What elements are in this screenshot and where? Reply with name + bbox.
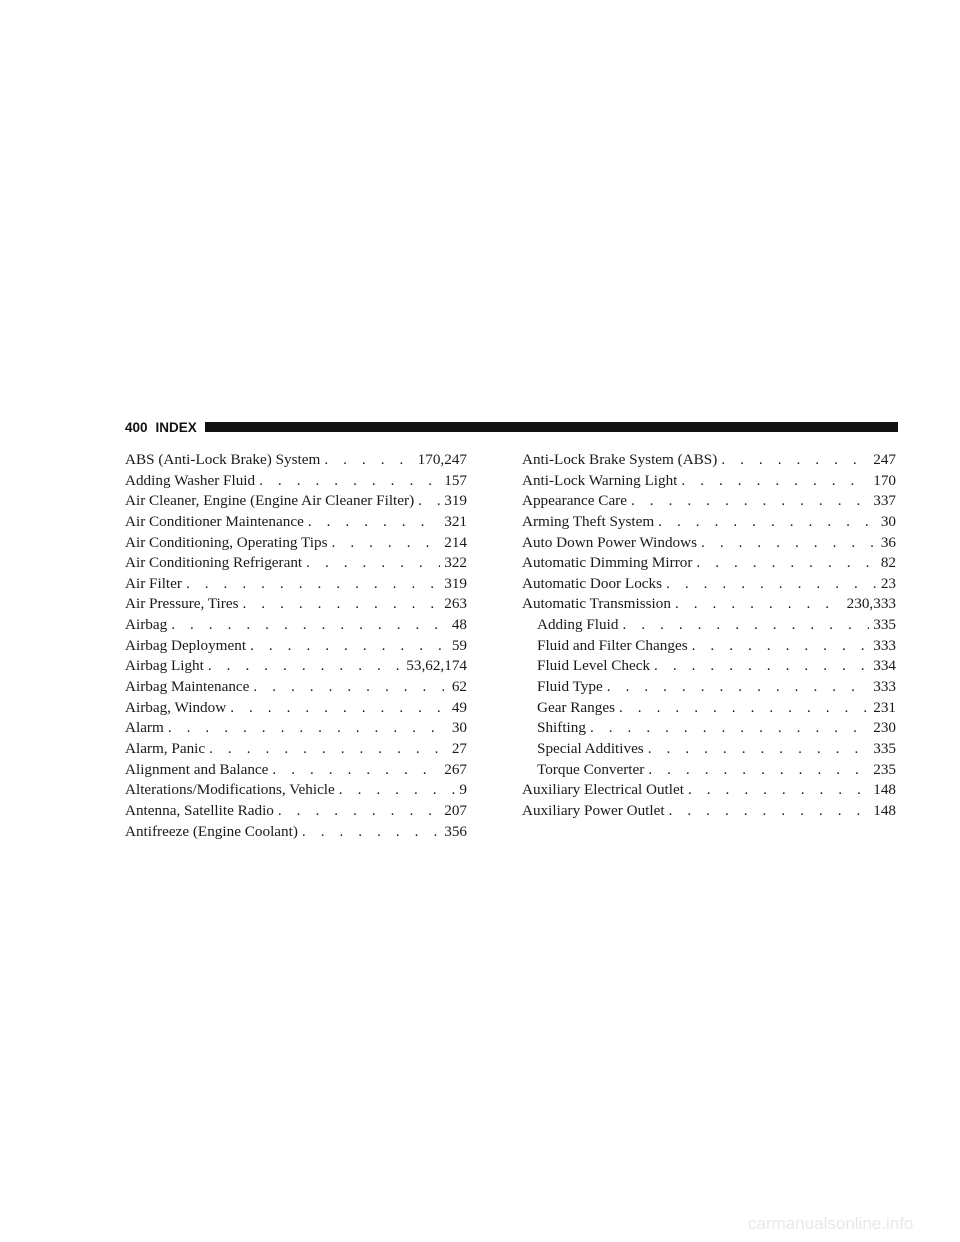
index-page-ref: 333 xyxy=(873,678,896,696)
index-term: Air Filter xyxy=(125,574,182,592)
watermark: carmanualsonline.info xyxy=(748,1214,914,1233)
dot-leader xyxy=(243,594,441,615)
index-term: Airbag Maintenance xyxy=(125,678,250,696)
index-column-left xyxy=(125,450,467,842)
index-entry xyxy=(125,656,467,677)
index-entry xyxy=(125,594,467,615)
index-entry xyxy=(125,718,467,739)
index-entry xyxy=(125,512,467,533)
index-entry xyxy=(522,553,896,574)
index-page-ref: 230 xyxy=(873,719,896,737)
index-entry xyxy=(522,512,896,533)
index-term: Anti-Lock Warning Light xyxy=(522,471,678,489)
dot-leader xyxy=(692,636,870,657)
dot-leader xyxy=(306,553,440,574)
index-term: Air Conditioning Refrigerant xyxy=(125,554,303,572)
index-entry xyxy=(125,636,467,657)
index-subentry xyxy=(522,656,896,677)
index-page-ref: 356 xyxy=(444,822,467,840)
index-term: Air Conditioning, Operating Tips xyxy=(125,533,328,551)
index-term: Airbag, Window xyxy=(125,698,227,716)
dot-leader xyxy=(209,739,448,760)
index-page-ref: 230,333 xyxy=(846,595,896,613)
dot-leader xyxy=(302,822,440,843)
index-term: Shifting xyxy=(537,719,586,737)
index-entry xyxy=(522,594,896,615)
index-entry xyxy=(522,574,896,595)
index-page-ref: 321 xyxy=(444,512,467,530)
index-page-ref: 214 xyxy=(444,533,467,551)
index-subentry xyxy=(522,760,896,781)
index-page-ref: 335 xyxy=(873,616,896,634)
index-term: Airbag xyxy=(125,616,168,634)
dot-leader xyxy=(168,718,448,739)
dot-leader xyxy=(669,801,870,822)
index-page-ref: 27 xyxy=(451,739,467,757)
dot-leader xyxy=(339,780,456,801)
dot-leader xyxy=(701,533,877,554)
index-entry xyxy=(125,615,467,636)
dot-leader xyxy=(278,801,440,822)
index-page-ref: 30 xyxy=(451,719,467,737)
index-subentry xyxy=(522,698,896,719)
index-entry xyxy=(125,780,467,801)
index-page-ref: 148 xyxy=(873,801,896,819)
index-term: Adding Washer Fluid xyxy=(125,471,256,489)
index-term: Adding Fluid xyxy=(537,616,619,634)
index-term: Arming Theft System xyxy=(522,512,655,530)
page-number: 400 xyxy=(125,419,148,435)
index-term: Gear Ranges xyxy=(537,698,616,716)
index-term: Fluid Type xyxy=(537,678,603,696)
dot-leader xyxy=(648,760,869,781)
index-entry xyxy=(125,801,467,822)
index-entry xyxy=(125,698,467,719)
dot-leader xyxy=(658,512,877,533)
index-term: Anti-Lock Brake System (ABS) xyxy=(522,451,718,468)
index-page-ref: 49 xyxy=(451,698,467,716)
index-page-ref: 9 xyxy=(459,781,467,799)
index-page-ref: 247 xyxy=(873,451,896,468)
index-subentry xyxy=(522,636,896,657)
index-page-ref: 59 xyxy=(451,636,467,654)
index-term: Torque Converter xyxy=(537,760,645,778)
index-term: Automatic Dimming Mirror xyxy=(522,554,693,572)
index-entry xyxy=(125,471,467,492)
index-page-ref: 333 xyxy=(873,636,896,654)
dot-leader xyxy=(648,739,869,760)
index-page-ref: 82 xyxy=(880,554,896,572)
index-entry xyxy=(125,677,467,698)
dot-leader xyxy=(631,491,869,512)
index-entry xyxy=(125,574,467,595)
index-entry xyxy=(125,450,467,471)
index-page-ref: 157 xyxy=(444,471,467,489)
dot-leader xyxy=(324,450,413,471)
index-subentry xyxy=(522,615,896,636)
dot-leader xyxy=(250,636,448,657)
index-entry xyxy=(522,801,896,822)
dot-leader xyxy=(607,677,869,698)
index-entry xyxy=(125,533,467,554)
index-page-ref: 235 xyxy=(873,760,896,778)
dot-leader xyxy=(230,698,448,719)
index-term: Automatic Transmission xyxy=(522,595,671,613)
dot-leader xyxy=(308,512,440,533)
index-term: Auxiliary Power Outlet xyxy=(522,801,665,819)
index-entry xyxy=(522,450,896,471)
index-page-ref: 36 xyxy=(880,533,896,551)
index-page-ref: 170,247 xyxy=(417,451,467,468)
index-entry xyxy=(522,491,896,512)
index-term: Antifreeze (Engine Coolant) xyxy=(125,822,298,840)
index-term: Automatic Door Locks xyxy=(522,574,663,592)
index-page-ref: 231 xyxy=(873,698,896,716)
dot-leader xyxy=(272,760,440,781)
index-page-ref: 334 xyxy=(873,657,896,675)
index-term: Alarm xyxy=(125,719,164,737)
index-term: Auto Down Power Windows xyxy=(522,533,698,551)
index-entry xyxy=(125,822,467,843)
index-page-ref: 322 xyxy=(444,554,467,572)
index-page-ref: 319 xyxy=(444,574,467,592)
dot-leader xyxy=(696,553,876,574)
dot-leader xyxy=(675,594,843,615)
dot-leader xyxy=(418,491,440,512)
index-term: ABS (Anti-Lock Brake) System xyxy=(125,451,321,468)
index-page-ref: 170 xyxy=(873,471,896,489)
index-page-ref: 53,62,174 xyxy=(406,657,467,675)
section-title: INDEX xyxy=(155,419,197,435)
index-page-ref: 30 xyxy=(880,512,896,530)
dot-leader xyxy=(259,471,440,492)
dot-leader xyxy=(688,780,869,801)
index-term: Fluid and Filter Changes xyxy=(537,636,688,654)
dot-leader xyxy=(654,656,869,677)
dot-leader xyxy=(590,718,869,739)
index-term: Alignment and Balance xyxy=(125,760,269,778)
index-entry xyxy=(125,760,467,781)
index-entry xyxy=(125,553,467,574)
index-entry xyxy=(125,739,467,760)
index-page-ref: 319 xyxy=(444,492,467,510)
index-term: Special Additives xyxy=(537,739,644,757)
index-term: Alterations/Modifications, Vehicle xyxy=(125,781,335,799)
index-subentry xyxy=(522,677,896,698)
dot-leader xyxy=(332,533,441,554)
page-header xyxy=(125,416,898,438)
dot-leader xyxy=(681,471,869,492)
index-term: Air Pressure, Tires xyxy=(125,595,239,613)
dot-leader xyxy=(721,450,869,471)
index-entry xyxy=(522,533,896,554)
header-rule xyxy=(205,422,898,432)
dot-leader xyxy=(622,615,869,636)
index-page-ref: 23 xyxy=(880,574,896,592)
index-term: Antenna, Satellite Radio xyxy=(125,801,274,819)
index-page-ref: 62 xyxy=(451,678,467,696)
index-term: Airbag Deployment xyxy=(125,636,247,654)
index-term: Air Conditioner Maintenance xyxy=(125,512,304,530)
dot-leader xyxy=(253,677,447,698)
index-subentry xyxy=(522,739,896,760)
index-page-ref: 263 xyxy=(444,595,467,613)
dot-leader xyxy=(619,698,869,719)
index-page-ref: 148 xyxy=(873,781,896,799)
index-entry xyxy=(522,780,896,801)
index-term: Air Cleaner, Engine (Engine Air Cleaner Filter) xyxy=(125,492,415,510)
index-entry xyxy=(522,471,896,492)
dot-leader xyxy=(186,574,440,595)
index-term: Airbag Light xyxy=(125,657,204,675)
dot-leader xyxy=(171,615,448,636)
index-entry xyxy=(125,491,467,512)
index-page-ref: 48 xyxy=(451,616,467,634)
index-page-ref: 335 xyxy=(873,739,896,757)
index-term: Appearance Care xyxy=(522,492,627,510)
index-term: Fluid Level Check xyxy=(537,657,651,675)
index-page-ref: 267 xyxy=(444,760,467,778)
index-page-ref: 207 xyxy=(444,801,467,819)
index-term: Auxiliary Electrical Outlet xyxy=(522,781,684,799)
dot-leader xyxy=(666,574,877,595)
index-page-ref: 337 xyxy=(873,492,896,510)
index-subentry xyxy=(522,718,896,739)
index-term: Alarm, Panic xyxy=(125,739,206,757)
dot-leader xyxy=(208,656,402,677)
index-column-right xyxy=(522,450,896,822)
